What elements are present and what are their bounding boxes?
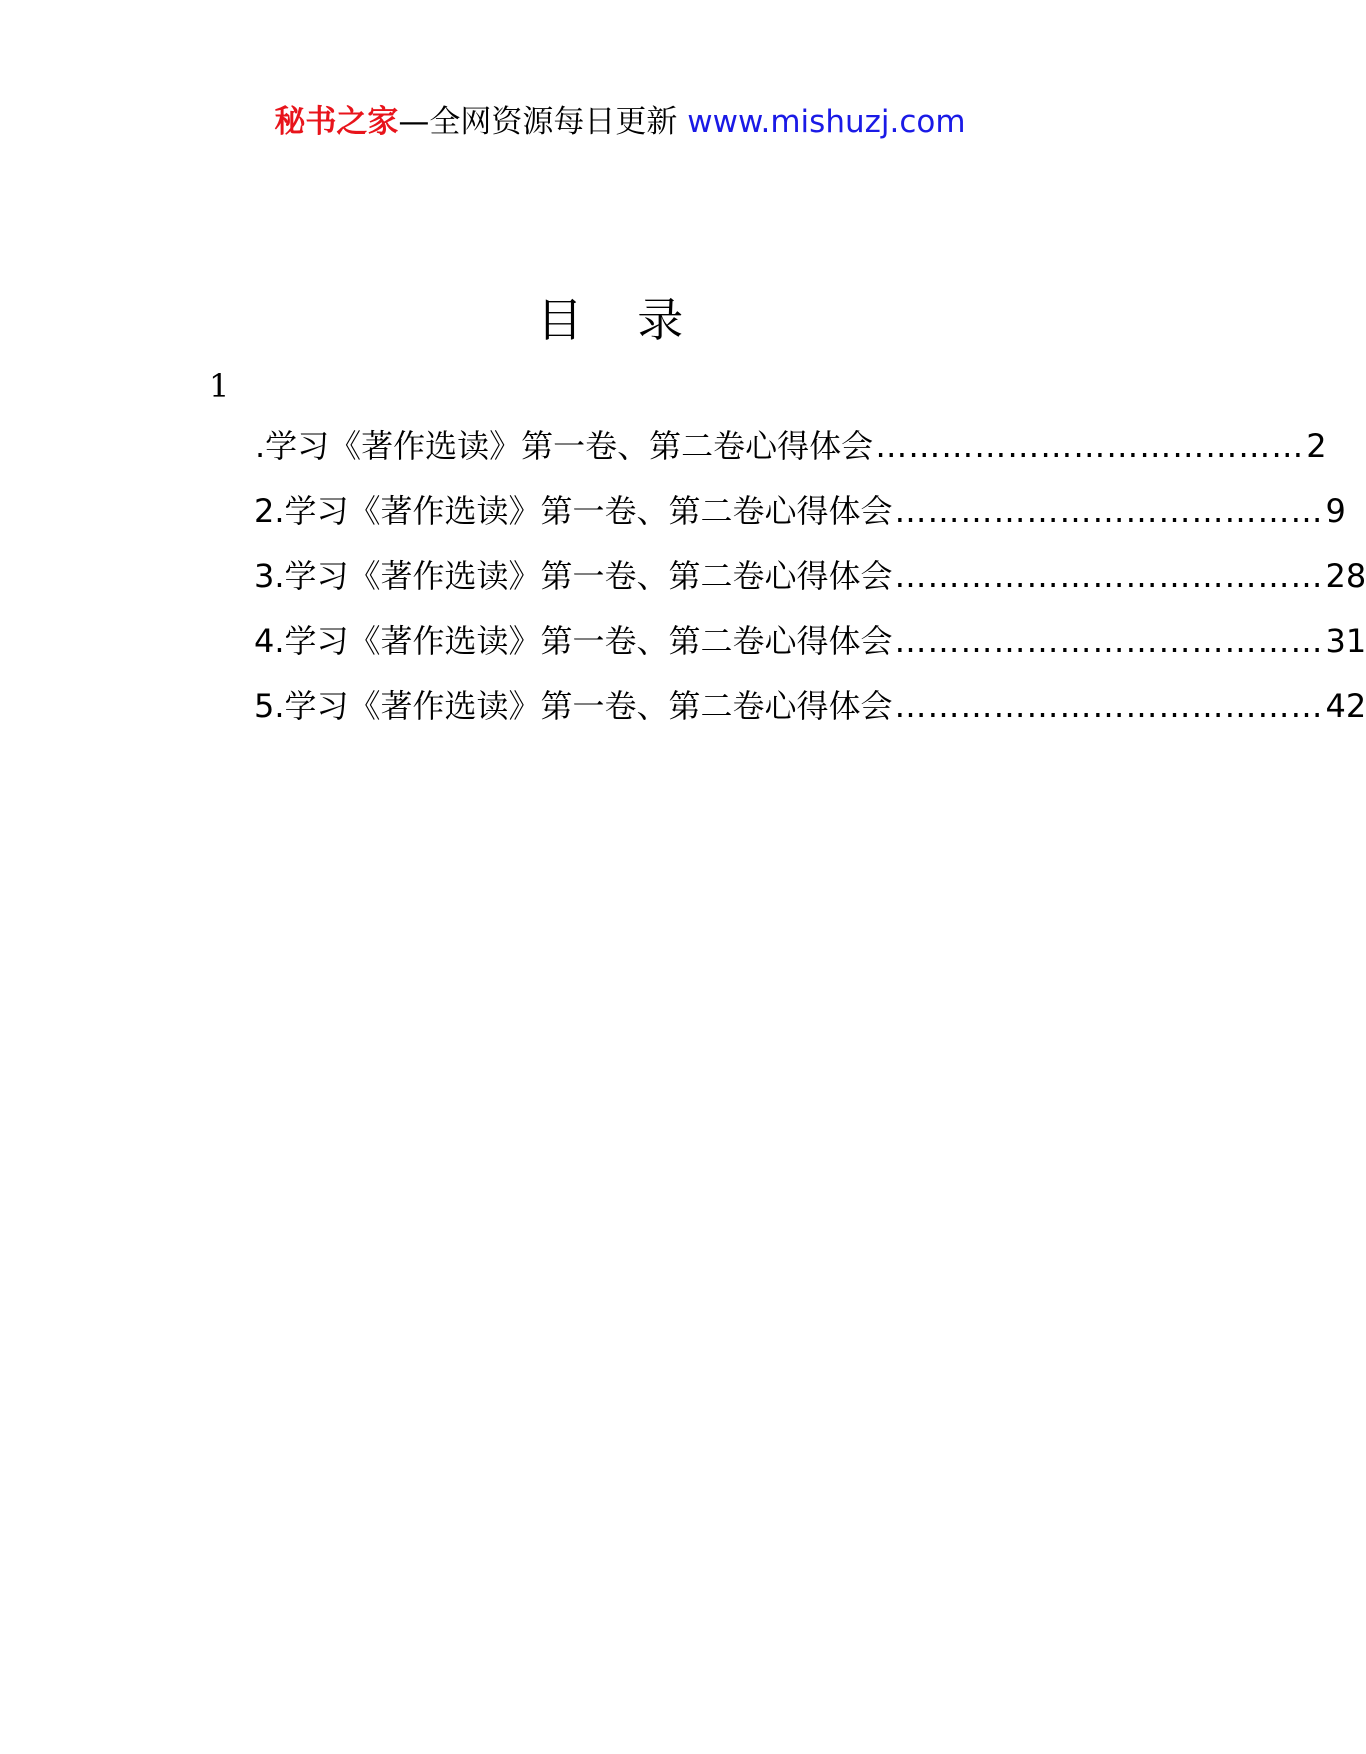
toc-leader-dots: ………………………………… <box>894 492 1324 530</box>
toc-leader-dots: ………………………………… <box>894 622 1324 660</box>
brand-name: 秘书之家 <box>274 104 399 140</box>
toc-leader-dots: ………………………………… <box>894 557 1324 595</box>
header-tagline: —全网资源每日更新 <box>398 104 688 140</box>
toc-leader-dots: ………………………………… <box>894 687 1324 725</box>
toc-entry-title: 3.学习《著作选读》第一卷、第二卷心得体会 <box>254 557 893 595</box>
site-header <box>0 100 1240 144</box>
page-title: 目 录 <box>536 293 704 347</box>
site-url-link[interactable]: www.mishuzj.com <box>687 104 966 140</box>
toc-entry[interactable] <box>254 426 1327 491</box>
toc-entry-page: 31 <box>1325 622 1366 660</box>
toc-entry-title: 5.学习《著作选读》第一卷、第二卷心得体会 <box>254 687 893 725</box>
toc-leader-dots: ………………………………… <box>875 427 1305 465</box>
toc-entry-page: 9 <box>1325 492 1346 530</box>
toc-entry[interactable] <box>254 621 1366 686</box>
toc-entry-page: 42 <box>1325 687 1366 725</box>
toc-entry[interactable] <box>254 686 1366 751</box>
table-of-contents <box>254 426 1366 751</box>
toc-number-marker: 1 <box>209 367 230 405</box>
toc-entry-title: .学习《著作选读》第一卷、第二卷心得体会 <box>255 427 874 465</box>
toc-entry[interactable] <box>254 491 1346 556</box>
toc-entry-title: 4.学习《著作选读》第一卷、第二卷心得体会 <box>254 622 893 660</box>
toc-entry-title: 2.学习《著作选读》第一卷、第二卷心得体会 <box>254 492 893 530</box>
toc-entry-page: 2 <box>1306 427 1327 465</box>
toc-entry[interactable] <box>254 556 1366 621</box>
toc-entry-page: 28 <box>1325 557 1366 595</box>
